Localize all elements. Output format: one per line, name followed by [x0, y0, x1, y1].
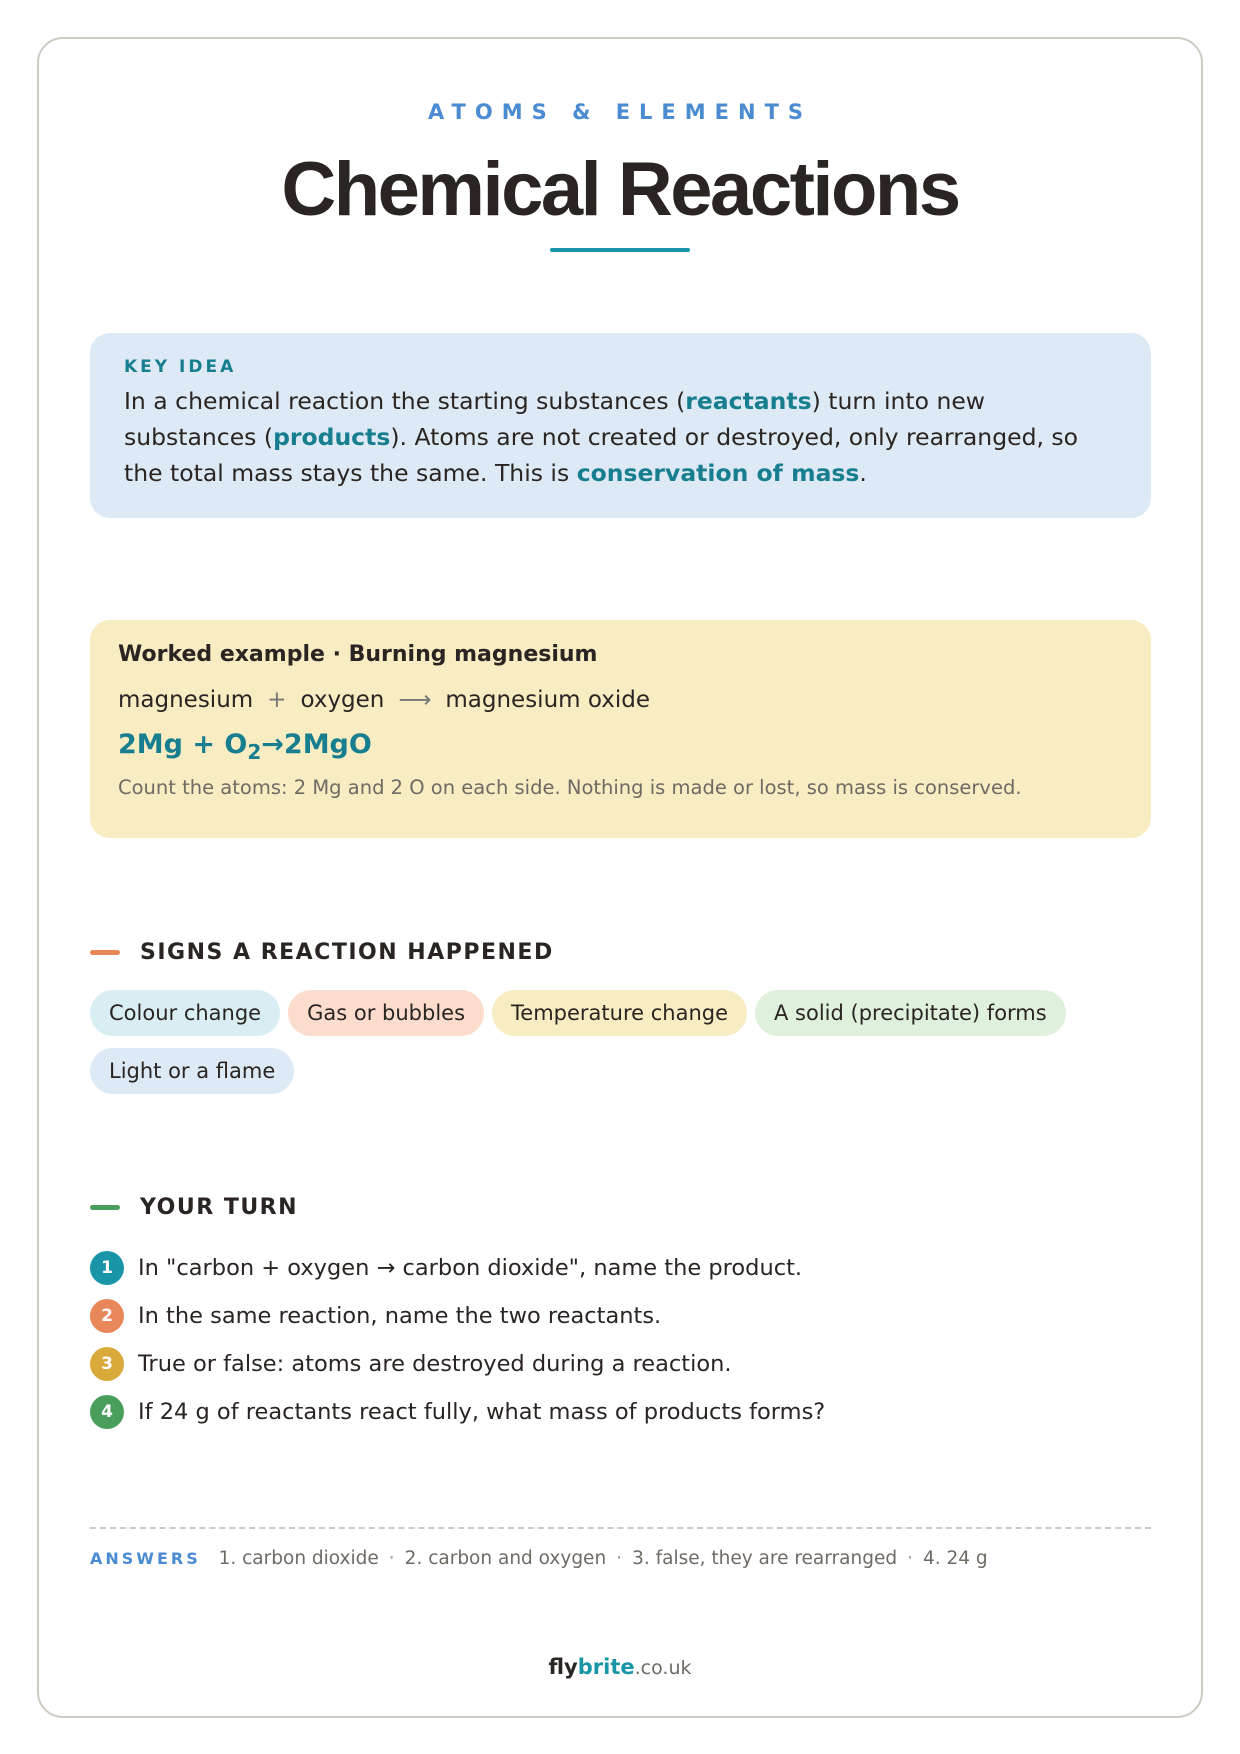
question-text: If 24 g of reactants react fully, what mass of products forms?	[138, 1399, 826, 1425]
question-number-badge: 3	[90, 1347, 124, 1381]
question-item	[90, 1340, 1150, 1388]
arrow-icon: ⟶	[398, 687, 432, 713]
key-idea-box	[90, 333, 1151, 518]
signs-section-heading	[90, 940, 554, 965]
answer-separator: ·	[907, 1548, 913, 1569]
worked-example-box	[90, 620, 1151, 838]
answer-item: 1. carbon dioxide	[218, 1548, 379, 1569]
section-dash-icon	[90, 1205, 120, 1210]
question-number-badge: 4	[90, 1395, 124, 1429]
question-list	[90, 1244, 1150, 1436]
worked-example-heading: Worked example · Burning magnesium	[118, 642, 598, 667]
sign-chip: Temperature change	[492, 990, 747, 1036]
formula-part: 2Mg + O	[118, 729, 248, 760]
word-reactant-2: oxygen	[300, 687, 385, 713]
word-product: magnesium oxide	[445, 687, 650, 713]
answers-divider	[90, 1527, 1151, 1529]
answer-separator: ·	[616, 1548, 623, 1569]
your-turn-heading-text: YOUR TURN	[140, 1195, 299, 1220]
answer-item: 2. carbon and oxygen	[404, 1548, 607, 1569]
question-number-badge: 1	[90, 1251, 124, 1285]
term-products: products	[273, 423, 391, 451]
sign-chip: Gas or bubbles	[288, 990, 484, 1036]
question-text: True or false: atoms are destroyed during a reaction.	[138, 1351, 732, 1377]
brand-part: fly	[548, 1655, 578, 1679]
formula-part: →2MgO	[261, 729, 372, 760]
term-conservation-of-mass: conservation of mass	[576, 459, 860, 487]
key-idea-text-part: .	[859, 459, 867, 487]
question-number-badge: 2	[90, 1299, 124, 1333]
plus-sign: +	[267, 687, 287, 713]
answer-item: 4. 24 g	[922, 1548, 988, 1569]
question-item	[90, 1292, 1150, 1340]
answer-separator: ·	[388, 1548, 395, 1569]
signs-heading-text: SIGNS A REACTION HAPPENED	[140, 940, 554, 965]
page-title: Chemical Reactions	[281, 147, 959, 232]
answers-line	[90, 1548, 988, 1569]
word-equation	[118, 687, 1123, 713]
key-idea-text-part: ). Atoms are not created or destroyed, only rearranged, so the total mass stays the same. This is	[124, 423, 1079, 487]
sign-chip: Light or a flame	[90, 1048, 294, 1094]
sign-chip: Colour change	[90, 990, 280, 1036]
section-dash-icon	[90, 950, 120, 955]
question-item	[90, 1388, 1150, 1436]
answer-item: 3. false, they are rearranged	[632, 1548, 898, 1569]
signs-chip-list	[90, 990, 1160, 1106]
brand-domain: .co.uk	[634, 1657, 692, 1679]
formula-subscript: 2	[247, 740, 262, 764]
your-turn-section-heading	[90, 1195, 298, 1220]
answers-label: ANSWERS	[90, 1549, 201, 1568]
question-text: In "carbon + oxygen → carbon dioxide", name the product.	[138, 1255, 803, 1281]
question-text: In the same reaction, name the two reactants.	[138, 1303, 662, 1329]
sign-chip: A solid (precipitate) forms	[755, 990, 1066, 1036]
footer-brand	[0, 1655, 1240, 1679]
worksheet-frame	[37, 37, 1203, 1718]
key-idea-text-part: In a chemical reaction the starting substances (	[124, 387, 686, 415]
title-underline	[550, 248, 690, 252]
term-reactants: reactants	[685, 387, 812, 415]
topic-kicker: ATOMS & ELEMENTS	[427, 100, 813, 124]
word-reactant-1: magnesium	[118, 687, 254, 713]
key-idea-text-part: ) turn into new substances (	[124, 387, 986, 451]
question-item	[90, 1244, 1150, 1292]
symbol-equation	[118, 729, 1123, 764]
brand-part: brite	[577, 1655, 635, 1679]
key-idea-label: KEY IDEA	[124, 357, 237, 377]
key-idea-text	[124, 383, 1117, 491]
worked-example-note: Count the atoms: 2 Mg and 2 O on each side. Nothing is made or lost, so mass is conserved.	[118, 776, 1022, 799]
